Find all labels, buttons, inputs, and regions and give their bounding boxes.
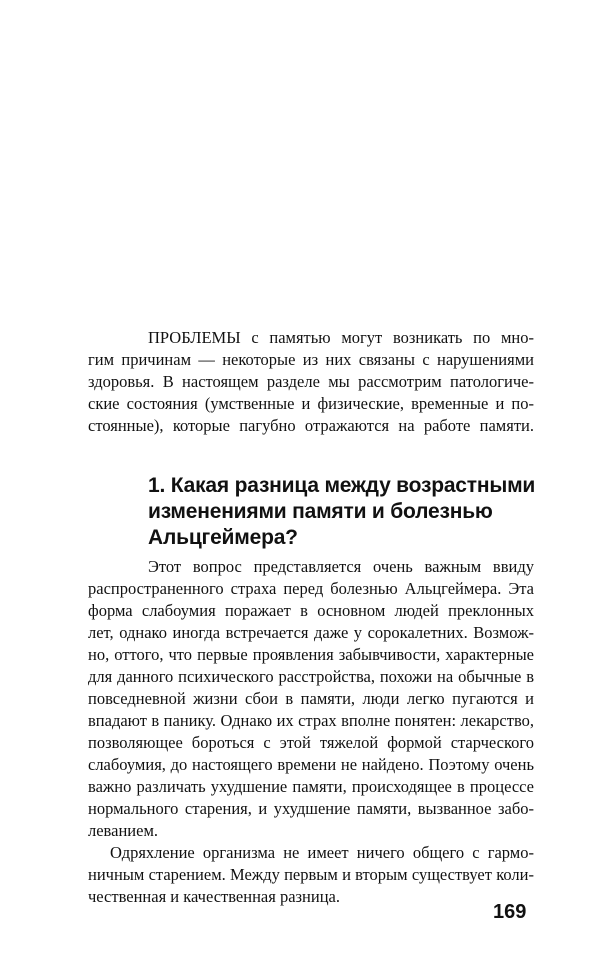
intro-line: гим причинам — некоторые из них связаны с нарушениями: [88, 350, 534, 369]
paragraph-line: позволяющее бороться с этой тяжелой формой старческого: [88, 733, 534, 752]
intro-line: ские состояния (умственные и физические, временные и по-: [88, 394, 534, 413]
paragraph-line: нормального старения, и ухудшение памяти, вызванное забо-: [88, 799, 534, 818]
section-heading-line: Альцгеймера?: [148, 526, 298, 549]
paragraph-line: но, оттого, что первые проявления забывчивости, характерные: [88, 645, 534, 664]
intro-line: здоровья. В настоящем разделе мы рассмотрим патологиче-: [88, 372, 534, 391]
page-number: 169: [493, 901, 527, 923]
paragraph-line: лет, однако иногда встречается даже у сорокалетних. Возмож-: [88, 623, 534, 642]
paragraph-line: Этот вопрос представляется очень важным ввиду: [148, 557, 534, 576]
paragraph-line: для данного психического расстройства, похожи на обычные в: [88, 667, 534, 686]
paragraph-line: слабоумия, до настоящего времени не найдено. Поэтому очень: [88, 755, 534, 774]
section-heading-line: 1. Какая разница между возрастными: [148, 474, 536, 497]
paragraph-line: Одряхление организма не имеет ничего общего с гармо-: [110, 843, 534, 862]
paragraph-line: впадают в панику. Однако их страх вполне понятен: лекарство,: [88, 711, 534, 730]
paragraph-line: леванием.: [88, 821, 159, 840]
paragraph-line: повседневной жизни сбои в памяти, люди легко пугаются и: [88, 689, 534, 708]
paragraph-line: чественная и качественная разница.: [88, 887, 340, 906]
intro-line: ПРОБЛЕМЫ с памятью могут возникать по мно-: [148, 328, 534, 347]
paragraph-line: ничным старением. Между первым и вторым существует коли-: [88, 865, 534, 884]
section-heading-line: изменениями памяти и болезнью: [148, 500, 493, 523]
paragraph-line: важно различать ухудшение памяти, происходящее в процессе: [88, 777, 534, 796]
paragraph-line: форма слабоумия поражает в основном людей преклонных: [88, 601, 534, 620]
intro-line: стоянные), которые пагубно отражаются на работе памяти.: [88, 416, 534, 435]
paragraph-line: распространенного страха перед болезнью Альцгеймера. Эта: [88, 579, 534, 598]
